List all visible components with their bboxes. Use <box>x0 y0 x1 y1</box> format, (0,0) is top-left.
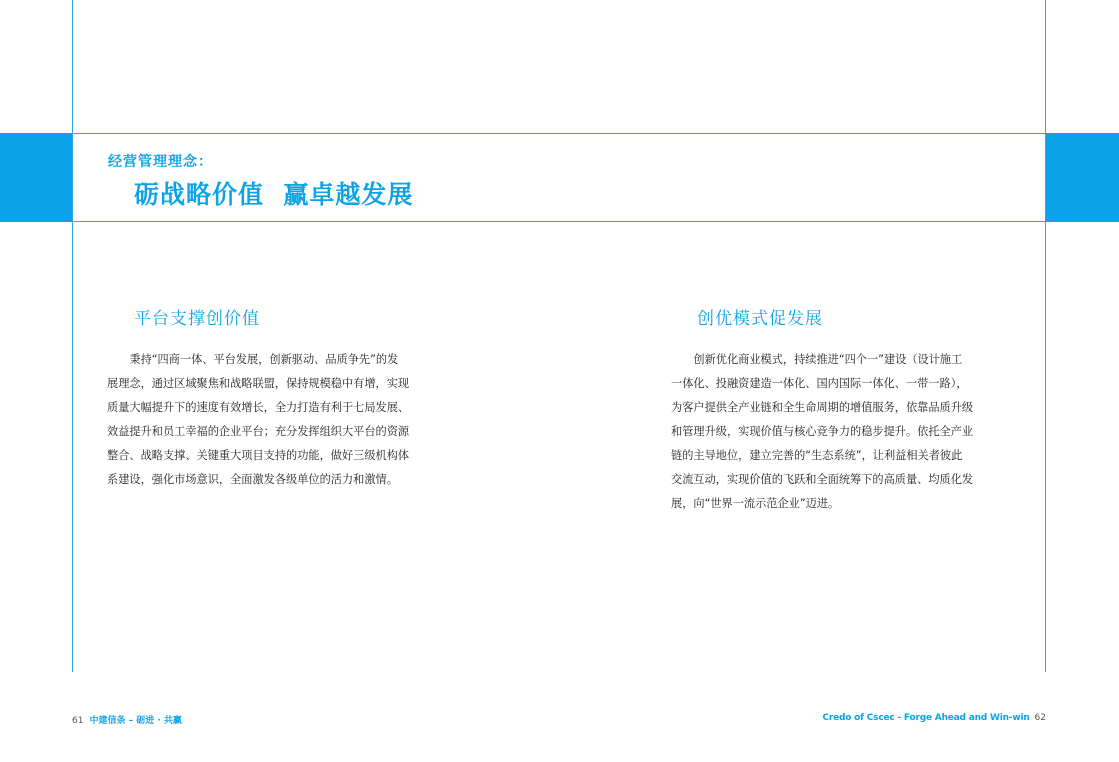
footer-left <box>72 713 182 726</box>
page-title: 砺战略价值 赢卓越发展 <box>134 180 414 209</box>
body-line: 整合、战略支撑、关键重大项目支持的功能，做好三级机构体 <box>107 449 410 462</box>
body-line: 一体化、投融资建造一体化、国内国际一体化、一带一路）， <box>671 377 968 390</box>
header-top-rule <box>72 133 1046 134</box>
right-accent-tab <box>1046 133 1119 222</box>
column-heading-model: 创优模式促发展 <box>697 309 823 329</box>
column-body-model <box>671 348 1013 516</box>
body-line: 系建设，强化市场意识，全面激发各级单位的活力和激情。 <box>107 473 398 486</box>
body-line: 效益提升和员工幸福的企业平台；充分发挥组织大平台的资源 <box>107 425 410 438</box>
body-line: 交流互动，实现价值的飞跃和全面统筹下的高质量、均质化发 <box>671 473 974 486</box>
body-line: 质量大幅提升下的速度有效增长，全力打造有利于七局发展、 <box>107 401 410 414</box>
body-line: 链的主导地位，建立完善的“生态系统”，让利益相关者彼此 <box>671 449 963 462</box>
body-line: 和管理升级，实现价值与核心竞争力的稳步提升。依托全产业 <box>671 425 974 438</box>
page-number-left: 61 <box>72 716 84 726</box>
footer-right <box>822 713 1046 723</box>
right-guide-line <box>1045 0 1046 672</box>
page-number-right: 62 <box>1034 713 1046 723</box>
column-heading-platform: 平台支撑创价值 <box>134 309 260 329</box>
body-line: 为客户提供全产业链和全生命周期的增值服务，依靠品质升级 <box>671 401 974 414</box>
left-accent-tab <box>0 133 72 222</box>
left-guide-line <box>72 0 73 672</box>
footer-credo-cn: 中建信条 – 砺进 · 共赢 <box>89 716 182 726</box>
body-line: 创新优化商业模式，持续推进“四个一”建设（设计施工 <box>671 353 963 366</box>
body-line: 展理念，通过区域聚焦和战略联盟，保持规模稳中有增，实现 <box>107 377 410 390</box>
body-line: 秉持“四商一体、平台发展，创新驱动、品质争先”的发 <box>107 353 399 366</box>
section-subtitle: 经营管理理念： <box>108 154 213 170</box>
footer-credo-en: Credo of Cscec - Forge Ahead and Win-win <box>822 713 1030 723</box>
header-bottom-rule <box>72 221 1046 222</box>
column-body-platform <box>107 348 452 492</box>
body-line: 展，向“世界一流示范企业”迈进。 <box>671 497 840 510</box>
